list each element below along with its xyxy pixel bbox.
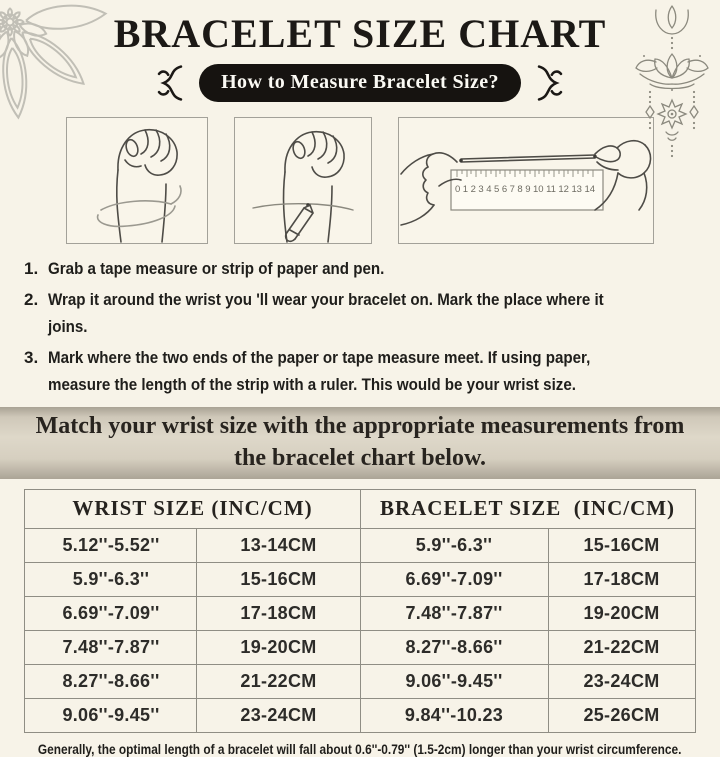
bracelet-cm-cell: 23-24CM [548, 664, 695, 698]
wrist-cm-cell: 13-14CM [197, 528, 360, 562]
bracelet-cm-cell: 19-20CM [548, 596, 695, 630]
table-row [25, 630, 695, 664]
step-text: Wrap it around the wrist you 'll wear your bracelet on. Mark the place where it joins. [48, 289, 604, 337]
wrist-size-header: WRIST SIZE (INC/CM) [25, 489, 360, 528]
wrist-inch-cell: 7.48''-7.87'' [25, 630, 197, 664]
table-row [25, 664, 695, 698]
step3-illustration [398, 117, 654, 244]
flourish-right-icon [533, 62, 567, 104]
step-text: Mark where the two ends of the paper or tape measure meet. If using paper, measure the length of the strip with a ruler. This would be your wrist size. [48, 347, 591, 395]
bracelet-cm-cell: 17-18CM [548, 562, 695, 596]
measure-steps-illustrations [0, 117, 720, 244]
instruction-step-1 [24, 255, 696, 283]
bracelet-inch-cell: 9.06''-9.45'' [360, 664, 548, 698]
bracelet-inch-cell: 5.9''-6.3'' [360, 528, 548, 562]
step2-illustration [234, 117, 372, 244]
table-row [25, 698, 695, 732]
bracelet-size-header: BRACELET SIZE (INC/CM) [360, 489, 695, 528]
step-text: Grab a tape measure or strip of paper and pen. [48, 259, 385, 279]
wrist-cm-cell: 21-22CM [197, 664, 360, 698]
ruler-numbers: 0 1 2 3 4 5 6 7 8 9 10 11 12 13 14 [455, 184, 595, 196]
how-to-measure-badge: How to Measure Bracelet Size? [199, 64, 521, 102]
table-row [25, 562, 695, 596]
fist-with-tape-measure-icon [67, 118, 206, 242]
bracelet-cm-cell: 15-16CM [548, 528, 695, 562]
flourish-left-icon [153, 62, 187, 104]
footnote-row [0, 742, 720, 757]
wrist-inch-cell: 5.12''-5.52'' [25, 528, 197, 562]
instructions-list [24, 255, 696, 399]
step-number: 3. [24, 347, 39, 367]
match-size-banner: Match your wrist size with the appropriate measurements from the bracelet chart below. [0, 407, 720, 479]
wrist-cm-cell: 17-18CM [197, 596, 360, 630]
step1-illustration [66, 117, 208, 244]
wrist-inch-cell: 5.9''-6.3'' [25, 562, 197, 596]
fist-with-pen-mark-icon [235, 118, 370, 242]
wrist-cm-cell: 15-16CM [197, 562, 360, 596]
instruction-step-2 [24, 286, 696, 341]
table-row [25, 528, 695, 562]
hands-with-ruler-icon [399, 118, 652, 242]
wrist-inch-cell: 9.06''-9.45'' [25, 698, 197, 732]
step-number: 1. [24, 259, 39, 279]
bracelet-inch-cell: 8.27''-8.66'' [360, 630, 548, 664]
page-title: BRACELET SIZE CHART [113, 11, 607, 56]
footnote: Generally, the optimal length of a bracelet will fall about 0.6''-0.79'' (1.5-2cm) longer than your wrist circumference. [38, 741, 682, 757]
bracelet-size-chart-infographic [0, 11, 720, 757]
bracelet-inch-cell: 9.84''-10.23 [360, 698, 548, 732]
table-row [25, 596, 695, 630]
wrist-cm-cell: 19-20CM [197, 630, 360, 664]
bracelet-cm-cell: 25-26CM [548, 698, 695, 732]
wrist-inch-cell: 8.27''-8.66'' [25, 664, 197, 698]
how-to-measure-badge-row [0, 62, 720, 104]
instruction-step-3 [24, 344, 696, 399]
bracelet-inch-cell: 7.48''-7.87'' [360, 596, 548, 630]
wrist-inch-cell: 6.69''-7.09'' [25, 596, 197, 630]
step-number: 2. [24, 289, 39, 309]
bracelet-cm-cell: 21-22CM [548, 630, 695, 664]
size-table-header-row [25, 489, 695, 528]
size-table [24, 489, 695, 733]
wrist-cm-cell: 23-24CM [197, 698, 360, 732]
bracelet-inch-cell: 6.69''-7.09'' [360, 562, 548, 596]
